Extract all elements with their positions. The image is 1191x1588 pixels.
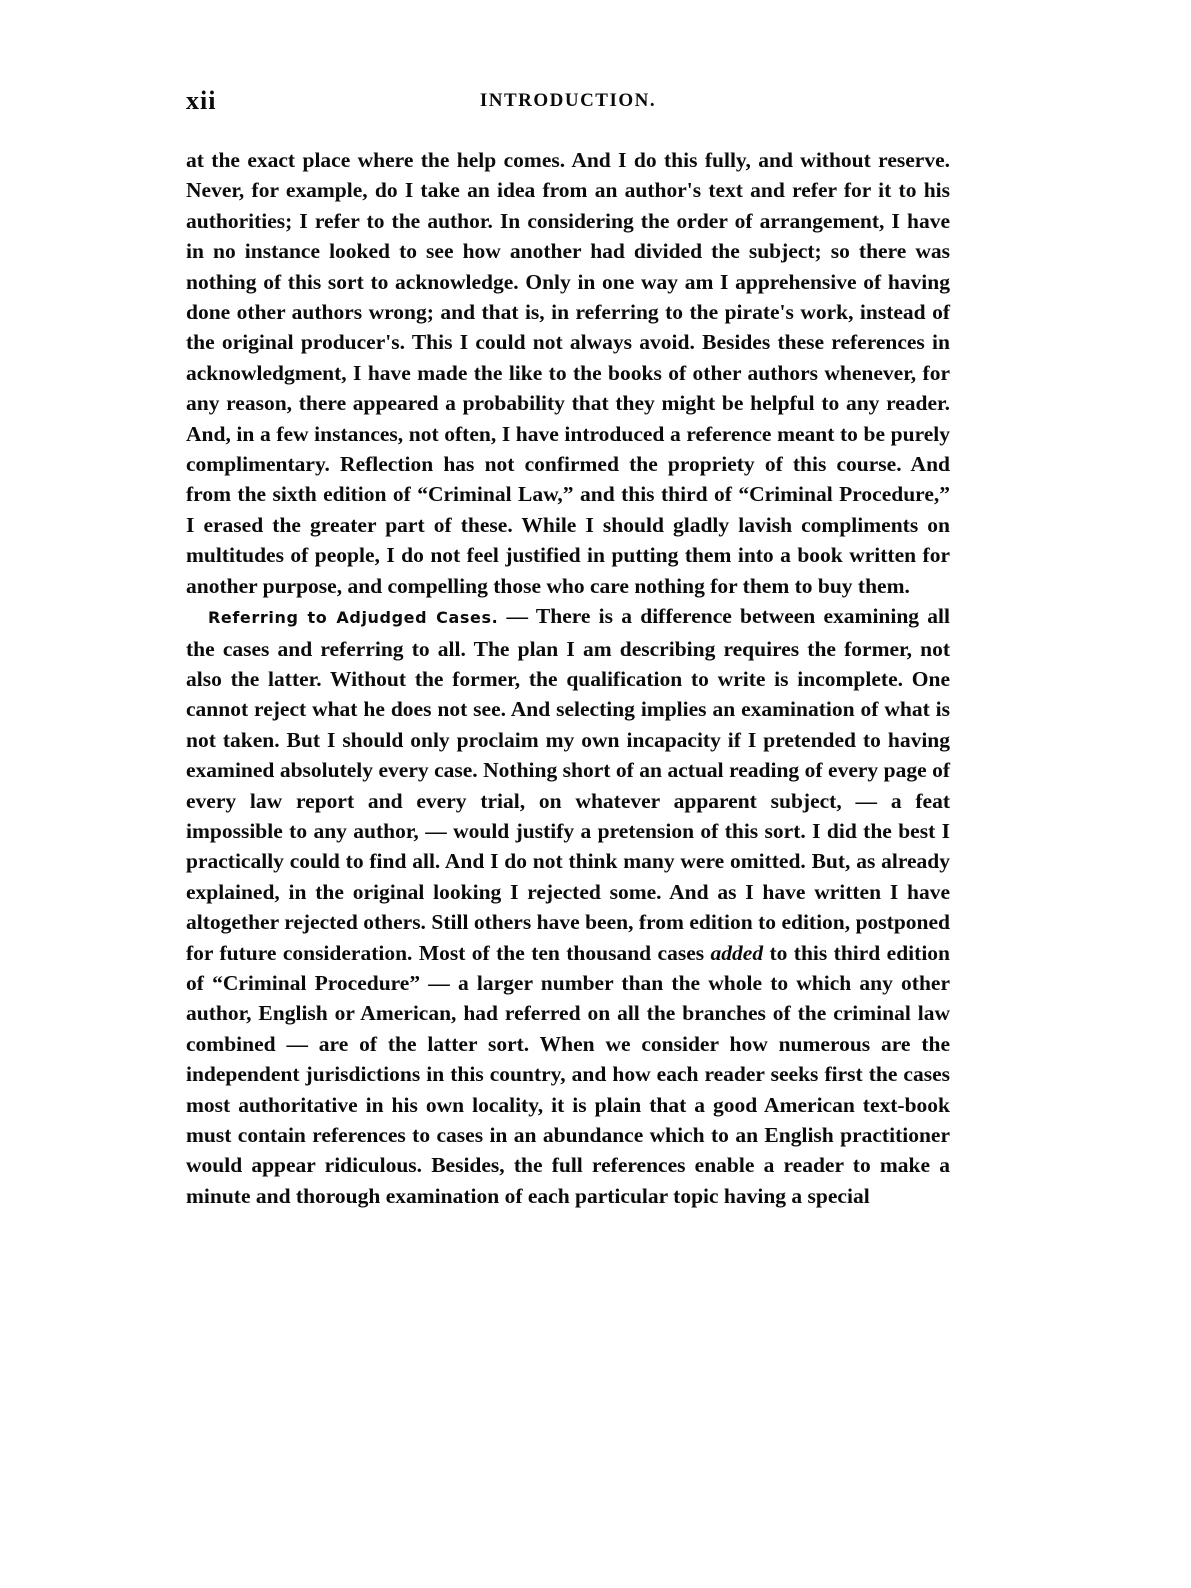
paragraph-text-part-1: — There is a difference between examining all the cases and referring to all. The plan I am describing requires the former, not also the latter. Without the former, the qualification to write is incomplete. One cannot reject what he does not see. And selecting implies an examination of what is not taken. But I should only proclaim my own incapacity if I pretended to having examined absolutely every case. Nothing short of an actual reading of every page of every law report and every trial, on whatever apparent subject, — a feat impossible to any author, — would justify a pretension of this sort. I did the best I practically could to find all. And I do not think many were omitted. But, as already explained, in the original looking I rejected some. And as I have written I have altogether rejected others. Still others have been, from edition to edition, postponed for future consideration. Most of the ten thousand cases — [186, 604, 951, 965]
body-text — [186, 145, 950, 1211]
paragraph-adjudged-cases — [186, 601, 950, 1211]
page-number: xii — [186, 86, 217, 115]
emphasized-word: added — [710, 940, 764, 965]
section-heading: Referring to Adjudged Cases. — [208, 608, 499, 628]
paragraph-text-part-2: to this third edition of “Criminal Procedure” — a larger number than the whole to which any other author, English or American, had referred on all the branches of the criminal law combined — are of the latter sort. When we consider how numerous are the independent jurisdictions in this country, and how each reader seeks first the cases most authoritative in his own locality, it is plain that a good American text-book must contain references to cases in an abundance which to an English practitioner would appear ridiculous. Besides, the full references enable a reader to make a minute and thorough examination of each particular topic having a special — [186, 940, 950, 1208]
page-header — [186, 86, 950, 126]
running-title: INTRODUCTION. — [479, 90, 657, 111]
paragraph-acknowledgments: at the exact place where the help comes. And I do this fully, and without reserve. Never, for example, do I take an idea from an author's text and refer for it to his authorities; I refer to the author. In considering the order of arrangement, I have in no instance looked to see how another had divided the subject; so there was nothing of this sort to acknowledge. Only in one way am I apprehensive of having done other authors wrong; and that is, in referring to the pirate's work, instead of the original producer's. This I could not always avoid. Besides these references in acknowledgment, I have made the like to the books of other authors whenever, for any reason, there appeared a probability that they might be helpful to any reader. And, in a few instances, not often, I have introduced a reference meant to be purely complimentary. Reflection has not confirmed the propriety of this course. And from the sixth edition of “Criminal Law,” and this third of “Criminal Procedure,” I erased the greater part of these. While I should gladly lavish compliments on multitudes of people, I do not feel justified in putting them into a book written for another purpose, and compelling those who care nothing for them to buy them. — [186, 148, 950, 598]
